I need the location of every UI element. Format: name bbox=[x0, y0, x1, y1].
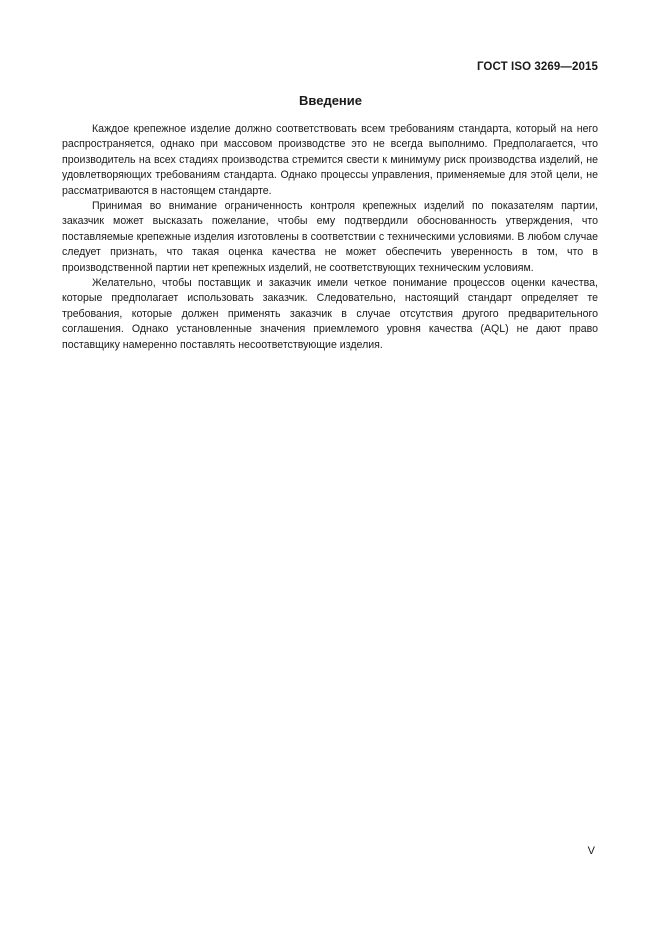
paragraph-1: Каждое крепежное изделие должно соответствовать всем требованиям стандарта, который на него распространяется, однако при массовом производстве это не всегда выполнимо. Предполагается, что производитель на всех стадиях производства стремится свести к минимуму риск производства изделий, не удовлетворяющих требованиям стандарта. Однако процессы управления, применяемые для этой цели, не рассматриваются в настоящем стандарте. bbox=[62, 123, 598, 197]
introduction-body bbox=[62, 122, 598, 353]
page-number: V bbox=[587, 845, 595, 857]
standard-code-header: ГОСТ ISO 3269—2015 bbox=[476, 61, 598, 73]
paragraph-2: Принимая во внимание ограниченность контроля крепежных изделий по показателям партии, заказчик может высказать пожелание, чтобы ему подтвердили обоснованность утверждения, что поставляемые крепежные изделия изготовлены в соответствии с техническими условиями. В любом случае следует признать, что такая оценка качества не может обеспечить уверенность в том, что в производственной партии нет крепежных изделий, не соответствующих техническим условиям. bbox=[62, 200, 598, 274]
section-title: Введение bbox=[299, 93, 362, 108]
paragraph-3: Желательно, чтобы поставщик и заказчик имели четкое понимание процессов оценки качества, которые предполагает использовать заказчик. Следовательно, настоящий стандарт определяет те требования, которые должен применять заказчик в случае отсутствия другого предварительного соглашения. Однако установленные значения приемлемого уровня качества (AQL) не дают право поставщику намеренно поставлять несоответствующие изделия. bbox=[62, 277, 598, 351]
